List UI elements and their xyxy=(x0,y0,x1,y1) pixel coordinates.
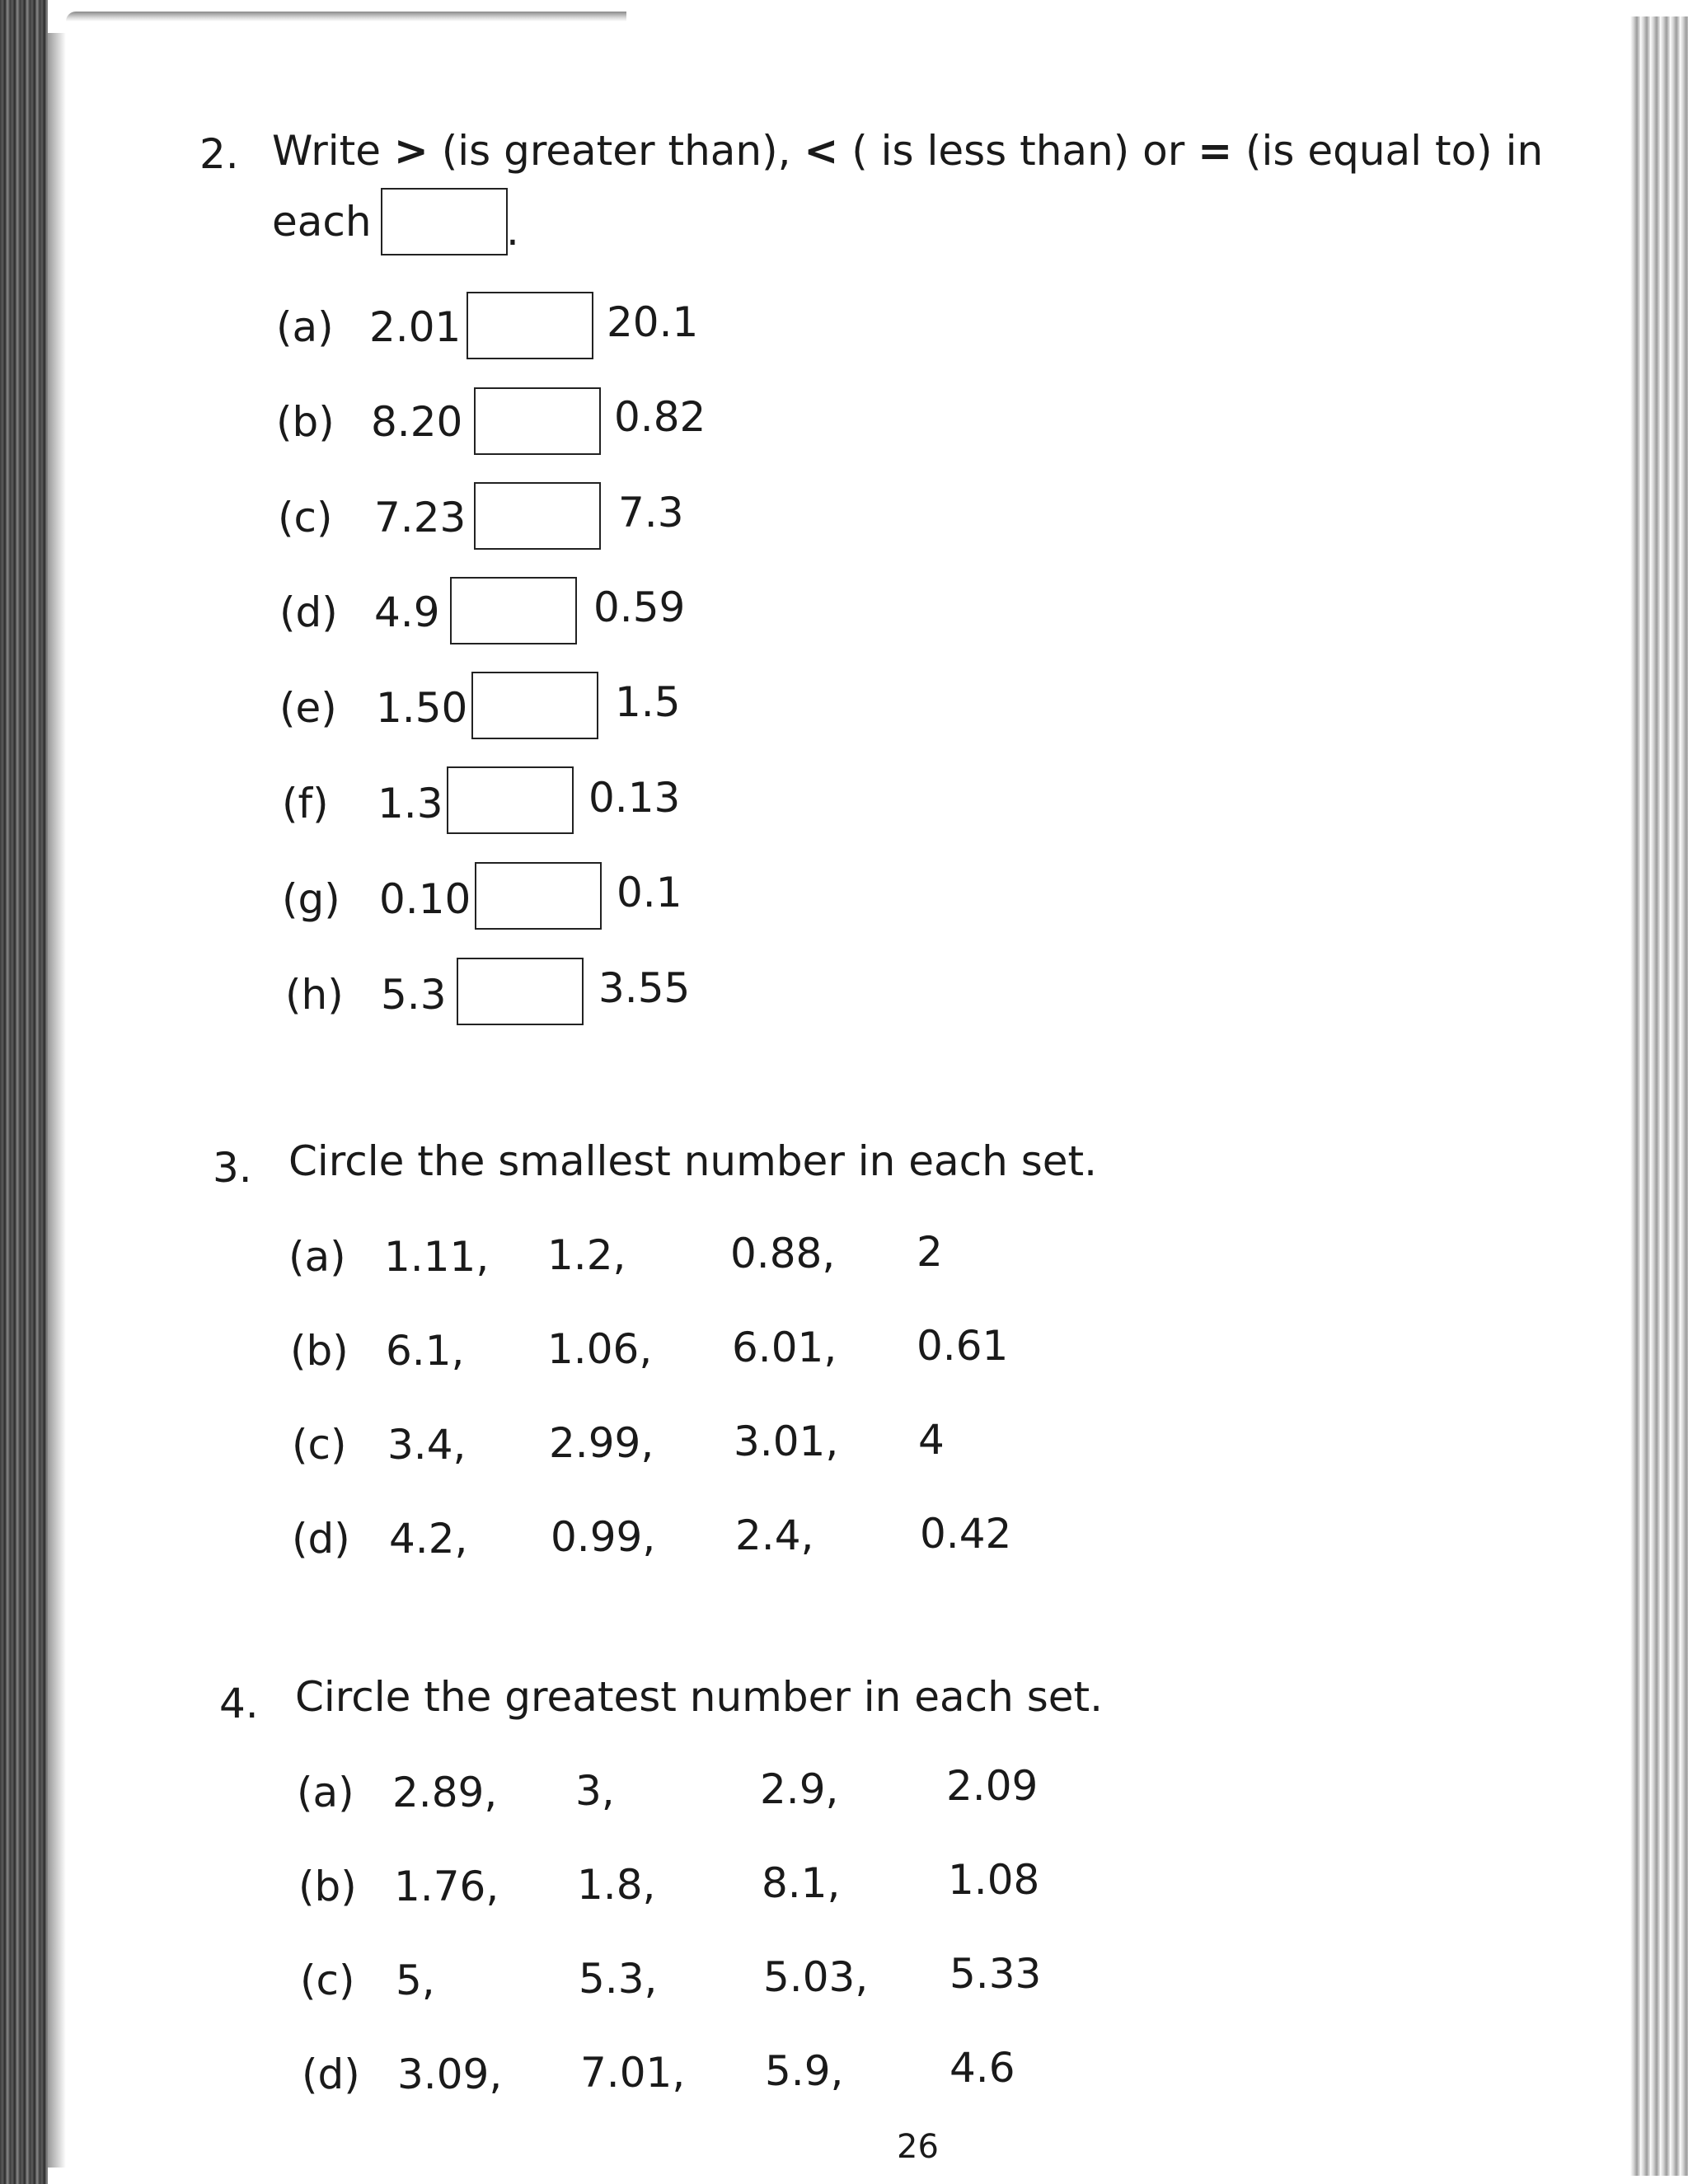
answer-box[interactable] xyxy=(474,482,601,550)
set-value[interactable]: 4 xyxy=(918,1416,945,1464)
set-value[interactable]: 1.06, xyxy=(547,1325,653,1373)
set-value[interactable]: 4.2, xyxy=(389,1515,468,1563)
item-label: (a) xyxy=(297,1769,354,1816)
set-value[interactable]: 5.03, xyxy=(763,1953,869,2001)
question-number: 3. xyxy=(213,1144,252,1192)
item-label: (c) xyxy=(300,1957,355,2004)
left-number: 1.50 xyxy=(376,684,468,732)
right-number: 20.1 xyxy=(607,298,699,346)
item-label: (a) xyxy=(276,303,334,351)
scan-binding-left xyxy=(0,0,48,2184)
answer-box[interactable] xyxy=(450,577,577,644)
item-label: (d) xyxy=(292,1515,350,1563)
item-label: (f) xyxy=(282,780,329,827)
question-2-instruction-line1 xyxy=(272,127,1544,175)
item-label: (d) xyxy=(302,2050,360,2098)
question-number: 4. xyxy=(219,1680,259,1727)
item-label: (c) xyxy=(278,494,333,541)
set-value[interactable]: 3.01, xyxy=(734,1418,839,1465)
set-value[interactable]: 1.08 xyxy=(948,1856,1040,1904)
right-number: 7.3 xyxy=(618,489,684,537)
set-value[interactable]: 0.88, xyxy=(730,1230,836,1277)
answer-box[interactable] xyxy=(447,766,574,834)
answer-box[interactable] xyxy=(467,292,593,359)
set-value[interactable]: 2.9, xyxy=(760,1765,839,1813)
right-number: 0.13 xyxy=(588,774,681,822)
set-value[interactable]: 2.99, xyxy=(549,1419,654,1467)
write-word: Write xyxy=(272,127,382,175)
set-value[interactable]: 5, xyxy=(396,1957,435,2004)
left-number: 0.10 xyxy=(379,875,471,923)
set-value[interactable]: 0.42 xyxy=(920,1510,1012,1558)
greater-than-text: (is greater than), xyxy=(441,127,791,175)
set-value[interactable]: 7.01, xyxy=(580,2049,686,2097)
left-number: 5.3 xyxy=(381,971,447,1019)
greater-than-symbol: > xyxy=(393,127,429,175)
item-label: (b) xyxy=(290,1327,349,1375)
scan-page-edge-left xyxy=(48,33,66,2168)
left-number: 8.20 xyxy=(371,398,463,446)
item-label: (a) xyxy=(288,1233,346,1281)
set-value[interactable]: 3.09, xyxy=(397,2050,503,2098)
set-value[interactable]: 1.8, xyxy=(577,1861,656,1909)
less-than-symbol: < xyxy=(804,127,839,175)
set-value[interactable]: 0.99, xyxy=(551,1513,656,1561)
question-4-instruction: Circle the greatest number in each set. xyxy=(295,1673,1104,1721)
scan-binding-right xyxy=(1630,16,1688,2176)
scan-page-edge-top xyxy=(66,12,626,21)
set-value[interactable]: 3, xyxy=(575,1767,615,1815)
set-value[interactable]: 2 xyxy=(917,1228,943,1276)
less-than-text: ( is less than) or xyxy=(851,127,1185,175)
set-value[interactable]: 1.76, xyxy=(394,1863,499,1910)
answer-box[interactable] xyxy=(471,672,598,739)
equal-symbol: = xyxy=(1198,127,1233,175)
right-number: 0.59 xyxy=(593,583,686,631)
left-number: 2.01 xyxy=(369,303,462,351)
page-number: 26 xyxy=(897,2128,939,2166)
set-value[interactable]: 0.61 xyxy=(917,1322,1009,1370)
instruction-period: . xyxy=(506,207,519,255)
answer-box[interactable] xyxy=(457,958,584,1025)
left-number: 4.9 xyxy=(374,588,440,636)
left-number: 1.3 xyxy=(377,780,443,827)
example-answer-box xyxy=(381,188,508,255)
set-value[interactable]: 2.89, xyxy=(392,1769,498,1816)
set-value[interactable]: 8.1, xyxy=(762,1859,841,1907)
item-label: (e) xyxy=(279,684,337,732)
each-word: each xyxy=(272,198,372,246)
set-value[interactable]: 2.09 xyxy=(946,1762,1039,1810)
question-number: 2. xyxy=(199,130,239,178)
left-number: 7.23 xyxy=(374,494,467,541)
set-value[interactable]: 5.3, xyxy=(579,1955,658,2003)
set-value[interactable]: 5.33 xyxy=(950,1950,1042,1998)
right-number: 0.1 xyxy=(617,869,682,916)
item-label: (d) xyxy=(279,588,338,636)
set-value[interactable]: 6.01, xyxy=(732,1324,837,1371)
set-value[interactable]: 5.9, xyxy=(765,2047,844,2095)
item-label: (h) xyxy=(285,971,344,1019)
item-label: (b) xyxy=(298,1863,357,1910)
set-value[interactable]: 6.1, xyxy=(386,1327,465,1375)
answer-box[interactable] xyxy=(475,862,602,930)
right-number: 1.5 xyxy=(615,678,681,726)
right-number: 3.55 xyxy=(598,964,691,1012)
set-value[interactable]: 4.6 xyxy=(950,2044,1015,2092)
set-value[interactable]: 1.2, xyxy=(547,1231,626,1279)
set-value[interactable]: 3.4, xyxy=(387,1421,467,1469)
question-3-instruction: Circle the smallest number in each set. xyxy=(288,1137,1098,1185)
item-label: (c) xyxy=(292,1421,347,1469)
set-value[interactable]: 1.11, xyxy=(384,1233,490,1281)
right-number: 0.82 xyxy=(614,393,706,441)
equal-text: (is equal to) in xyxy=(1245,127,1544,175)
set-value[interactable]: 2.4, xyxy=(735,1511,814,1559)
answer-box[interactable] xyxy=(474,387,601,455)
item-label: (g) xyxy=(282,875,340,923)
item-label: (b) xyxy=(276,398,335,446)
